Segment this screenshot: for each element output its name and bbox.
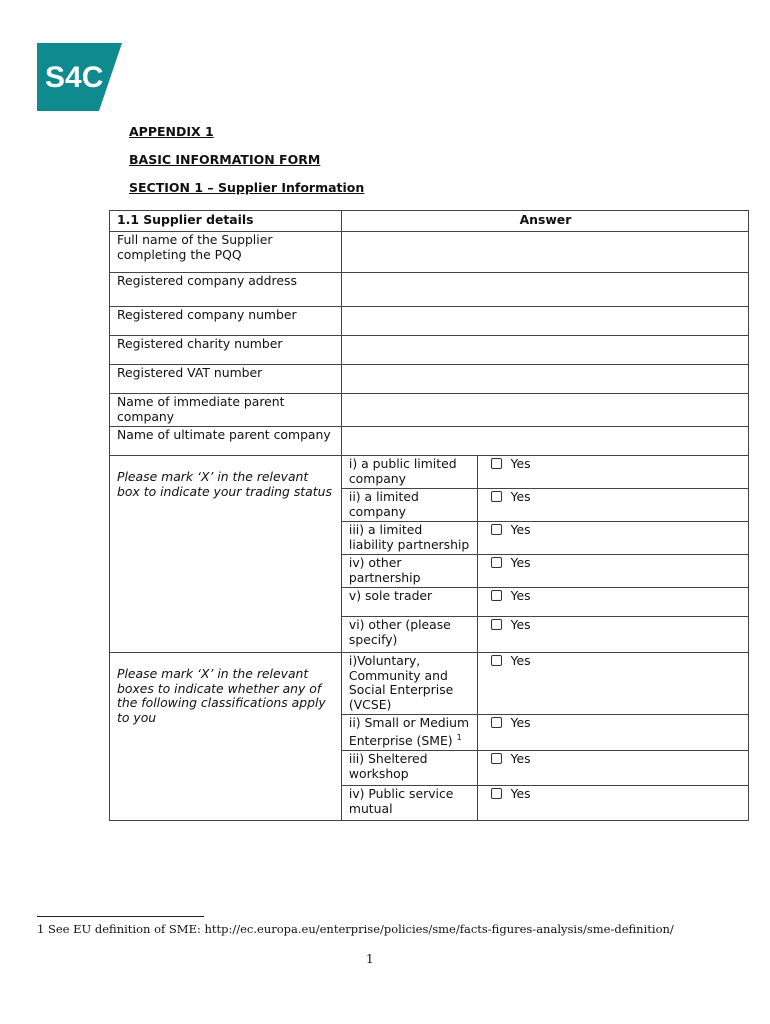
yes-checkbox-sheltered[interactable] — [477, 751, 748, 786]
option-label: iii) a limited liability partnership — [341, 522, 477, 555]
yes-label: Yes — [510, 555, 531, 570]
checkbox-icon[interactable] — [491, 458, 502, 469]
yes-checkbox-vcse[interactable] — [477, 653, 748, 715]
answer-field-full-name[interactable] — [341, 232, 748, 273]
answer-field-immediate-parent[interactable] — [341, 394, 748, 427]
footnote-ref: 1 — [456, 732, 462, 742]
table-row — [110, 456, 749, 489]
answer-field-charity-number[interactable] — [341, 336, 748, 365]
row-label: Registered company address — [110, 273, 342, 307]
yes-label: Yes — [510, 653, 531, 668]
checkbox-icon[interactable] — [491, 655, 502, 666]
checkbox-icon[interactable] — [491, 590, 502, 601]
footnote-number: 1 — [37, 922, 45, 936]
classifications-prompt: Please mark ‘X’ in the relevant boxes to indicate whether any of the following classifications apply to you — [110, 653, 342, 821]
table-row — [110, 232, 749, 273]
supplier-details-table — [109, 210, 749, 821]
option-label: i) a public limited company — [341, 456, 477, 489]
trading-status-prompt: Please mark ‘X’ in the relevant box to indicate your trading status — [110, 456, 342, 653]
option-label: iv) Public service mutual — [341, 786, 477, 821]
checkbox-icon[interactable] — [491, 619, 502, 630]
table-row — [110, 653, 749, 715]
yes-label: Yes — [510, 588, 531, 603]
row-label: Registered VAT number — [110, 365, 342, 394]
yes-checkbox-other-partnership[interactable] — [477, 555, 748, 588]
yes-label: Yes — [510, 489, 531, 504]
row-label: Full name of the Supplier completing the PQQ — [110, 232, 342, 273]
answer-field-vat-number[interactable] — [341, 365, 748, 394]
table-row — [110, 365, 749, 394]
checkbox-icon[interactable] — [491, 524, 502, 535]
option-label: ii) a limited company — [341, 489, 477, 522]
answer-field-company-number[interactable] — [341, 307, 748, 336]
yes-checkbox-sole-trader[interactable] — [477, 588, 748, 617]
sme-label: ii) Small or Medium Enterprise (SME) — [348, 715, 470, 748]
row-label: Registered company number — [110, 307, 342, 336]
yes-checkbox-limited[interactable] — [477, 489, 748, 522]
checkbox-icon[interactable] — [491, 753, 502, 764]
table-row — [110, 427, 749, 456]
headings-block — [129, 124, 364, 208]
page-number: 1 — [366, 952, 374, 966]
checkbox-icon[interactable] — [491, 788, 502, 799]
option-label: iii) Sheltered workshop — [341, 751, 477, 786]
option-label-sme — [341, 715, 477, 751]
header-supplier-details: 1.1 Supplier details — [110, 211, 342, 232]
table-row — [110, 336, 749, 365]
option-label: v) sole trader — [341, 588, 477, 617]
footnote — [37, 922, 674, 936]
row-label: Registered charity number — [110, 336, 342, 365]
row-label: Name of immediate parent company — [110, 394, 342, 427]
option-label: i)Voluntary, Community and Social Enterprise (VCSE) — [341, 653, 477, 715]
yes-checkbox-mutual[interactable] — [477, 786, 748, 821]
section-heading: SECTION 1 – Supplier Information — [129, 180, 365, 195]
table-row — [110, 394, 749, 427]
yes-label: Yes — [510, 715, 531, 730]
row-label: Name of ultimate parent company — [110, 427, 342, 456]
yes-checkbox-plc[interactable] — [477, 456, 748, 489]
logo-text: S4C — [45, 61, 104, 94]
yes-label: Yes — [510, 617, 531, 632]
checkbox-icon[interactable] — [491, 491, 502, 502]
option-label: iv) other partnership — [341, 555, 477, 588]
table-header-row — [110, 211, 749, 232]
footnote-text: See EU definition of SME: http://ec.europa.eu/enterprise/policies/sme/facts-figures-analysis/sme-definition/ — [47, 922, 674, 936]
checkbox-icon[interactable] — [491, 557, 502, 568]
option-label: vi) other (please specify) — [341, 617, 477, 653]
appendix-heading: APPENDIX 1 — [129, 124, 214, 139]
s4c-logo — [37, 43, 122, 111]
answer-field-ultimate-parent[interactable] — [341, 427, 748, 456]
table-row — [110, 273, 749, 307]
yes-checkbox-llp[interactable] — [477, 522, 748, 555]
yes-label: Yes — [510, 786, 531, 802]
yes-checkbox-sme[interactable] — [477, 715, 748, 751]
yes-label: Yes — [510, 522, 531, 537]
checkbox-icon[interactable] — [491, 717, 502, 728]
yes-label: Yes — [510, 456, 531, 471]
yes-checkbox-other[interactable] — [477, 617, 748, 653]
table-row — [110, 307, 749, 336]
header-answer: Answer — [341, 211, 748, 232]
answer-field-company-address[interactable] — [341, 273, 748, 307]
yes-label: Yes — [510, 751, 531, 767]
form-title: BASIC INFORMATION FORM — [129, 152, 321, 167]
footnote-separator — [37, 916, 204, 917]
